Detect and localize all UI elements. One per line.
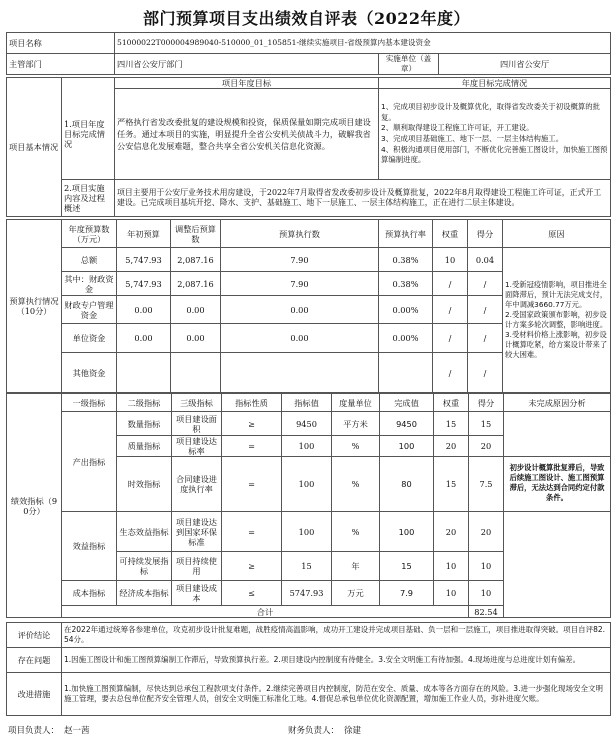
perf-l2: 时效指标 — [117, 457, 172, 512]
perf-nature: ≥ — [222, 412, 282, 436]
budget-table — [6, 219, 611, 393]
budget-header-score: 得分 — [468, 220, 503, 248]
perf-header-l2: 二级指标 — [117, 394, 172, 412]
budget-row-executed: 7.90 — [221, 248, 379, 272]
perf-nature: ≥ — [222, 552, 282, 581]
budget-row-initial: 0.00 — [117, 324, 171, 353]
budget-row-name: 单位资金 — [62, 324, 117, 353]
performance-table — [6, 393, 611, 618]
perf-unit: 年 — [332, 552, 380, 581]
budget-row-score: 0.04 — [468, 248, 503, 272]
budget-header-initial: 年初预算 — [117, 220, 171, 248]
budget-row-adjusted: 0.00 — [171, 324, 221, 353]
budget-row-score: / — [468, 353, 503, 393]
page-title: 部门预算项目支出绩效自评表（2022年度） — [142, 9, 471, 28]
perf-done: 15 — [380, 552, 434, 581]
perf-nature: = — [222, 512, 282, 552]
goal-header: 项目年度目标 — [115, 78, 379, 89]
signature-footer — [6, 721, 610, 737]
improve-label: 改进措施 — [7, 673, 62, 716]
budget-header-executed: 预算执行数 — [221, 220, 379, 248]
perf-header-unit: 度量单位 — [332, 394, 380, 412]
perf-done: 100 — [380, 436, 434, 457]
budget-row-name: 其他资金 — [62, 353, 117, 393]
total-score: 82.54 — [469, 606, 504, 618]
perf-unit: % — [332, 457, 380, 512]
effect-indicator-label: 效益指标 — [62, 512, 117, 581]
perf-l3: 项目建设达到国家环保标准 — [172, 512, 222, 552]
budget-row-weight: 10 — [433, 248, 468, 272]
impl-unit-label: 实施单位（盖章） — [379, 54, 439, 75]
conclusion-table — [6, 622, 611, 716]
perf-nature: ≤ — [222, 581, 282, 606]
budget-row-executed — [221, 353, 379, 393]
budget-row-score: / — [468, 324, 503, 353]
project-name-label: 项目名称 — [7, 33, 115, 54]
budget-row-name: 其中：财政资金 — [62, 272, 117, 296]
budget-row-adjusted: 2,087.16 — [171, 248, 221, 272]
finance-leader-name: 徐建 — [344, 726, 362, 736]
perf-score: 15 — [469, 412, 504, 436]
perf-l3: 项目持续使用 — [172, 552, 222, 581]
total-label: 合计 — [62, 606, 469, 618]
finance-leader-label: 财务负责人： — [288, 726, 340, 736]
budget-header-rate: 预算执行率 — [379, 220, 433, 248]
perf-l2: 质量指标 — [117, 436, 172, 457]
perf-l2: 经济成本指标 — [117, 581, 172, 606]
budget-header-weight: 权重 — [433, 220, 468, 248]
perf-target: 100 — [282, 457, 332, 512]
project-name-value: 51000022T000004989040-510000_01_105851-继续实施项目-省级预算内基本建设资金 — [115, 33, 611, 54]
perf-score: 20 — [469, 436, 504, 457]
budget-row-executed: 0.00 — [221, 296, 379, 324]
perf-weight: 15 — [434, 457, 469, 512]
perf-l3: 项目建设达标率 — [172, 436, 222, 457]
perf-unit: 平方米 — [332, 412, 380, 436]
budget-row-score: / — [468, 272, 503, 296]
budget-row-initial: 5,747.93 — [117, 248, 171, 272]
budget-row-name: 财政专户管理资金 — [62, 296, 117, 324]
budget-row-adjusted — [171, 353, 221, 393]
perf-weight: 10 — [434, 581, 469, 606]
performance-label: 绩效指标（90分） — [7, 394, 62, 618]
perf-weight: 20 — [434, 436, 469, 457]
issues-label: 存在问题 — [7, 648, 62, 673]
completion-text: 1、完成项目初步设计及概算优化，取得省发改委关于初设概算的批复。 2、顺利取得建设工程施工许可证，开工建设。 3、完成项目基础施工、地下一层、一层主体结构施工。 4、积极沟通项目使用部门，不断优化完善施工图设计，加快施工图预算编制进度。 — [379, 89, 611, 180]
perf-score: 10 — [469, 581, 504, 606]
project-leader-name: 赵一茜 — [64, 726, 90, 736]
budget-row-weight: / — [433, 296, 468, 324]
budget-row-weight: / — [433, 353, 468, 393]
budget-header-adjusted: 调整后预算数 — [171, 220, 221, 248]
perf-l2: 可持续发展指标 — [117, 552, 172, 581]
perf-nature: = — [222, 436, 282, 457]
output-indicator-label: 产出指标 — [62, 412, 117, 512]
perf-header-reason: 未完成原因分析 — [504, 394, 611, 412]
budget-row-adjusted: 0.00 — [171, 296, 221, 324]
perf-header-l3: 三级指标 — [172, 394, 222, 412]
budget-label: 预算执行情况（10分） — [7, 220, 62, 393]
budget-header-reason: 原因 — [503, 220, 611, 248]
budget-header-year: 年度预算数（万元） — [62, 220, 117, 248]
perf-weight: 15 — [434, 412, 469, 436]
perf-header-weight: 权重 — [434, 394, 469, 412]
budget-row-initial — [117, 353, 171, 393]
perf-score: 20 — [469, 512, 504, 552]
perf-nature: = — [222, 457, 282, 512]
budget-row-executed: 7.90 — [221, 272, 379, 296]
budget-row-score: / — [468, 296, 503, 324]
perf-l2: 生态效益指标 — [117, 512, 172, 552]
conclusion-text: 在2022年通过统筹各参建单位，攻克初步设计批复难题，战胜疫情高温影响，成功开工建设并完成项目基础、负一层和一层施工，项目推进取得突破。项目自评82.54分。 — [62, 623, 611, 648]
perf-header-target: 指标值 — [282, 394, 332, 412]
perf-target: 100 — [282, 436, 332, 457]
improve-text: 1.加快施工图预算编制，尽快达到总承包工程款项支付条件。2.继续完善项目内控制度，防范在安全、质量、成本等各方面存在的风险。3.进一步强化现场安全文明施工管理，要去总包单位配齐安全管理人员，创安全文明施工标准化工地。4.督促总承包单位优化资源配置，增加施工作业人员，弥补进度欠账。 — [62, 673, 611, 716]
perf-reason: 初步设计概算批复滞后，导致后续施工图设计、施工图预算滞后，无法达到合同约定付款条件。 — [504, 457, 611, 512]
perf-score: 7.5 — [469, 457, 504, 512]
perf-unit: 万元 — [332, 581, 380, 606]
process-text: 项目主要用于公安厅业务技术用房建设，于2022年7月取得省发改委初步设计及概算批复，2022年8月取得建设工程施工许可证，正式开工建设。已完成项目基坑开挖、降水、支护、基础施工、地下一层施工、一层主体结构施工，正在进行二层主体建设。 — [115, 180, 611, 217]
perf-l2: 数量指标 — [117, 412, 172, 436]
header-info-table — [6, 32, 611, 75]
budget-row-weight: / — [433, 272, 468, 296]
perf-header-l1: 一级指标 — [62, 394, 117, 412]
perf-header-score: 得分 — [469, 394, 504, 412]
completion-header: 年度目标完成情况 — [379, 78, 611, 89]
project-leader-label: 项目负责人： — [8, 726, 60, 736]
perf-target: 9450 — [282, 412, 332, 436]
process-label: 2.项目实施内容及过程概述 — [62, 180, 115, 217]
perf-header-nature: 指标性质 — [222, 394, 282, 412]
basic-info-label: 项目基本情况 — [7, 78, 62, 217]
goal-label: 1.项目年度目标完成情况 — [62, 89, 115, 180]
budget-row-executed: 0.00 — [221, 324, 379, 353]
perf-target: 5747.93 — [282, 581, 332, 606]
budget-row-initial: 5,747.93 — [117, 272, 171, 296]
perf-header-done: 完成值 — [380, 394, 434, 412]
conclusion-label: 评价结论 — [7, 623, 62, 648]
budget-row-rate: 0.38% — [379, 272, 433, 296]
budget-row-rate: 0.38% — [379, 248, 433, 272]
budget-row-adjusted: 2,087.16 — [171, 272, 221, 296]
perf-target: 100 — [282, 512, 332, 552]
perf-unit: % — [332, 436, 380, 457]
perf-done: 7.9 — [380, 581, 434, 606]
perf-done: 80 — [380, 457, 434, 512]
goal-text: 严格执行省发改委批复的建设规模和投资，保质保量如期完成项目建设任务。通过本项目的实施，明显提升全省公安机关侦战斗力，破解我省公安信息化发展难题，整合共享全省公安机关信息化资源。 — [115, 89, 379, 180]
budget-row-weight: / — [433, 324, 468, 353]
perf-l3: 项目建设面积 — [172, 412, 222, 436]
cost-indicator-label: 成本指标 — [62, 581, 117, 606]
perf-done: 9450 — [380, 412, 434, 436]
budget-row-name: 总额 — [62, 248, 117, 272]
budget-row-rate: 0.00% — [379, 296, 433, 324]
budget-row-rate: 0.00% — [379, 324, 433, 353]
perf-target: 15 — [282, 552, 332, 581]
impl-unit-value: 四川省公安厅 — [439, 54, 611, 75]
perf-l3: 合同建设进度执行率 — [172, 457, 222, 512]
dept-value: 四川省公安厅部门 — [115, 54, 379, 75]
perf-done: 100 — [380, 512, 434, 552]
perf-score: 10 — [469, 552, 504, 581]
budget-row-initial: 0.00 — [117, 296, 171, 324]
basic-info-table — [6, 77, 611, 217]
perf-l3: 项目建设成本 — [172, 581, 222, 606]
budget-reason: 1.受新冠疫情影响，项目推进全面降滞后，预计无法完成支付，年中调减3660.77万元。 2.受国家政策颁布影响，初步设计方案多轮次调整，影响进度。 3.受材料价格上涨影响，初步设计概算吃紧，给方案设计带来了较大困难。 — [503, 248, 611, 393]
issues-text: 1.因施工图设计和施工图预算编制工作滞后，导致预算执行差。2.项目建设内控制度有待健全。3.安全文明施工有待加强。4.现场进度与总进度计划有偏差。 — [62, 648, 611, 673]
perf-weight: 20 — [434, 512, 469, 552]
perf-weight: 10 — [434, 552, 469, 581]
dept-label: 主管部门 — [7, 54, 115, 75]
budget-row-rate — [379, 353, 433, 393]
perf-unit: % — [332, 512, 380, 552]
